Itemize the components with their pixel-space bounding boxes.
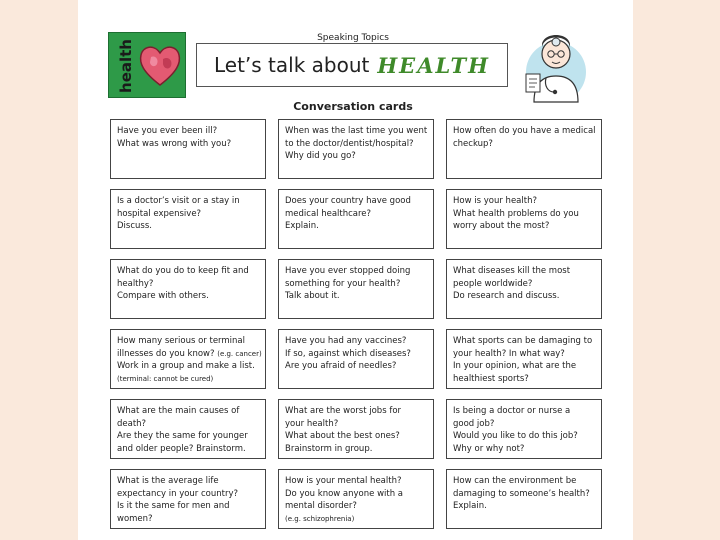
card-line: In your opinion, what are the <box>453 361 577 371</box>
card-line-text: illnesses do you know? <box>117 348 215 359</box>
card-line: healthiest sports? <box>453 373 529 384</box>
card-line: women? <box>117 513 153 524</box>
conversation-card <box>446 329 602 389</box>
conversation-card <box>278 189 434 249</box>
card-line: Are they the same for younger <box>117 431 248 441</box>
card-line: worry about the most? <box>453 221 550 231</box>
card-line: What sports can be damaging to <box>453 336 593 346</box>
card-line: good job? <box>453 418 495 429</box>
card-line: your health? In what way? <box>453 348 565 359</box>
card-line: Are you afraid of needles? <box>285 361 397 371</box>
card-note: (terminal: cannot be cured) <box>117 374 214 383</box>
card-line: Talk about it. <box>285 291 340 301</box>
page-title-accent: HEALTH <box>377 52 491 78</box>
card-line: Work in a group and make a list. <box>117 361 255 371</box>
card-line: How can the environment be <box>453 476 577 486</box>
card-line: hospital expensive? <box>117 208 202 219</box>
conversation-cards-grid <box>110 119 602 524</box>
card-line: Explain. <box>453 501 487 511</box>
conversation-card <box>278 119 434 179</box>
card-line: Discuss. <box>117 221 152 231</box>
card-line: checkup? <box>453 138 493 149</box>
card-example: (e.g. cancer) <box>217 349 262 358</box>
doctor-icon <box>516 20 596 104</box>
conversation-card <box>446 189 602 249</box>
card-note: (e.g. schizophrenia) <box>285 514 355 523</box>
title-box <box>196 43 508 87</box>
card-line: Do research and discuss. <box>453 291 560 301</box>
card-line: Why or why not? <box>453 443 525 454</box>
card-line: damaging to someone’s health? <box>453 488 590 499</box>
conversation-card <box>278 329 434 389</box>
conversation-card <box>446 119 602 179</box>
card-line: How many serious or terminal <box>117 336 245 346</box>
conversation-card <box>446 259 602 319</box>
card-line: Explain. <box>285 221 319 231</box>
conversation-card <box>110 119 266 179</box>
card-line: Is a doctor’s visit or a stay in <box>117 196 240 206</box>
card-line: Have you ever been ill? <box>117 126 218 136</box>
card-line: mental disorder? <box>285 501 357 511</box>
card-line: Does your country have good <box>285 196 411 206</box>
card-line: death? <box>117 418 147 429</box>
card-line: What are the main causes of <box>117 406 240 416</box>
card-line <box>117 348 262 361</box>
card-line: Why did you go? <box>285 151 356 161</box>
conversation-card <box>110 469 266 529</box>
card-line: What was wrong with you? <box>117 138 232 149</box>
card-line: How is your mental health? <box>285 476 402 486</box>
conversation-card <box>110 399 266 459</box>
card-line: expectancy in your country? <box>117 488 239 499</box>
card-line: and older people? Brainstorm. <box>117 443 246 454</box>
card-line: to the doctor/dentist/hospital? <box>285 138 414 149</box>
card-line: Do you know anyone with a <box>285 488 404 499</box>
card-line: Compare with others. <box>117 291 209 301</box>
card-line: Is being a doctor or nurse a <box>453 406 571 416</box>
card-line: Is it the same for men and <box>117 501 230 511</box>
heart-icon <box>137 39 183 91</box>
card-line: your health? <box>285 418 339 429</box>
card-line: medical healthcare? <box>285 208 372 219</box>
card-line: What health problems do you <box>453 208 579 219</box>
card-line: What diseases kill the most <box>453 266 571 276</box>
card-line: When was the last time you went <box>285 126 428 136</box>
conversation-card <box>278 259 434 319</box>
logo-text: health <box>117 39 135 93</box>
conversation-card <box>110 259 266 319</box>
health-logo <box>108 32 186 98</box>
conversation-card <box>278 399 434 459</box>
card-line: What about the best ones? <box>285 431 400 441</box>
card-line: How is your health? <box>453 196 537 206</box>
card-line: healthy? <box>117 278 154 289</box>
card-line: What is the average life <box>117 476 219 486</box>
card-line: Would you like to do this job? <box>453 431 578 441</box>
conversation-card <box>278 469 434 529</box>
card-line: Have you had any vaccines? <box>285 336 407 346</box>
card-line: something for your health? <box>285 278 401 289</box>
card-line: What do you do to keep fit and <box>117 266 249 276</box>
card-line: people worldwide? <box>453 278 533 289</box>
worksheet-page <box>78 0 633 540</box>
conversation-card <box>110 329 266 389</box>
conversation-card <box>446 399 602 459</box>
conversation-card <box>446 469 602 529</box>
card-line: How often do you have a medical <box>453 126 596 136</box>
card-line: What are the worst jobs for <box>285 406 402 416</box>
card-line: Have you ever stopped doing <box>285 266 411 276</box>
card-line: Brainstorm in group. <box>285 443 373 454</box>
page-title: Let’s talk about <box>213 53 370 77</box>
card-line: If so, against which diseases? <box>285 348 411 359</box>
conversation-card <box>110 189 266 249</box>
section-heading: Conversation cards <box>293 100 413 113</box>
speaking-topics-label: Speaking Topics <box>317 33 389 43</box>
